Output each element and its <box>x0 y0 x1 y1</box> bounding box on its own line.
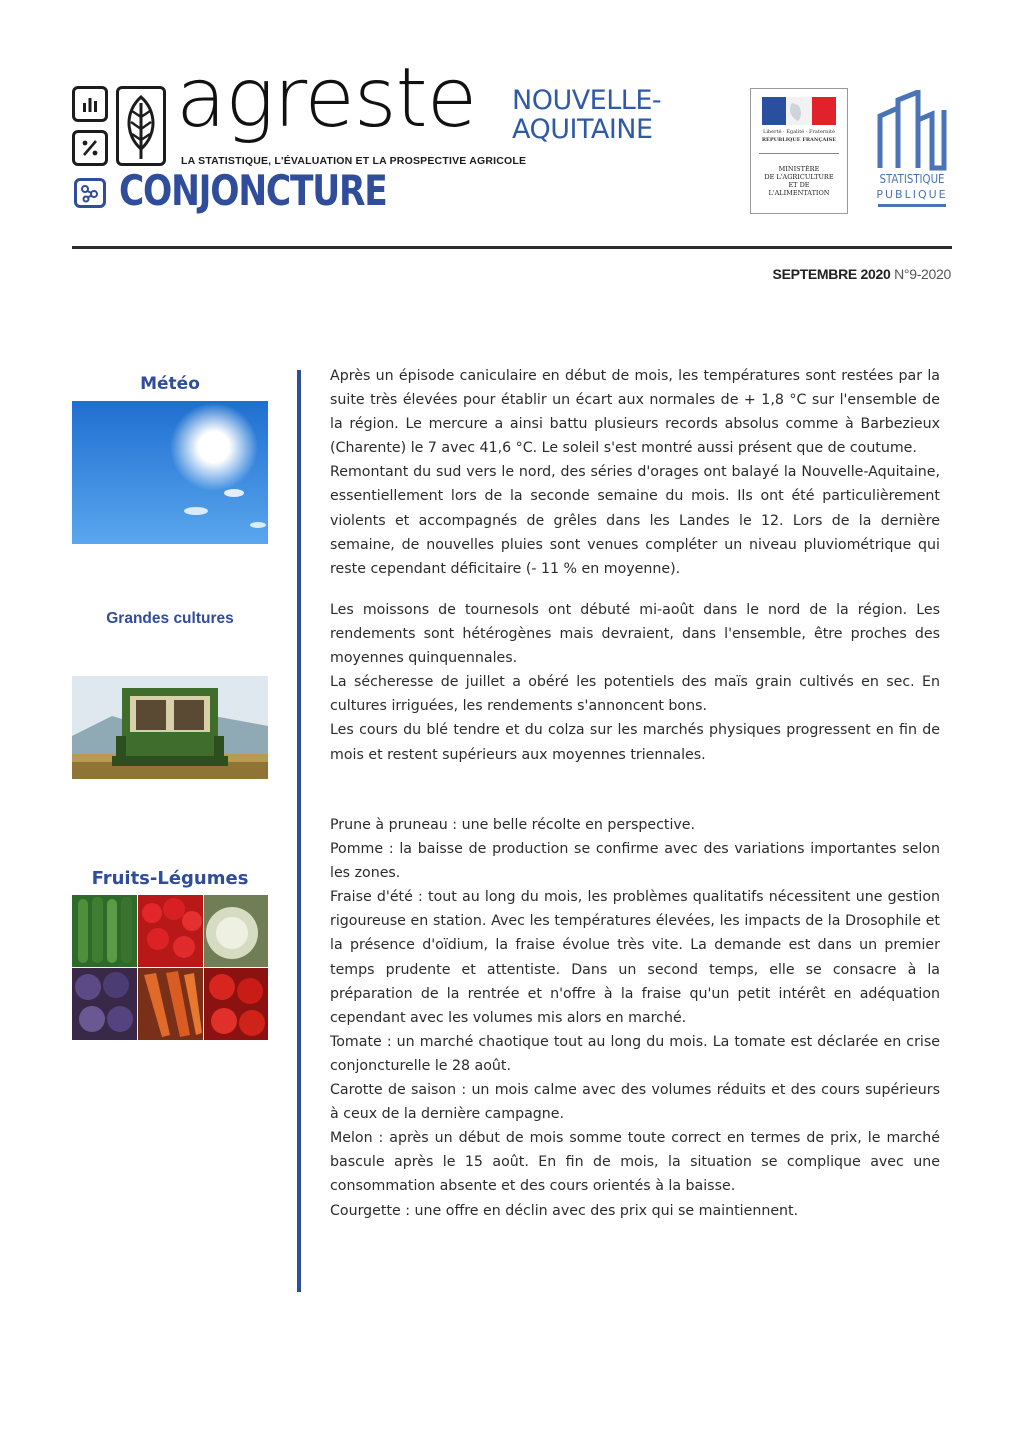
section-title-fruits-legumes: Fruits-Légumes <box>91 868 249 889</box>
content-divider <box>297 370 301 1292</box>
issue-number: N°9-2020 <box>894 266 951 282</box>
region-line-1: NOUVELLE- <box>512 85 662 116</box>
fruits-legumes-text <box>330 813 940 1223</box>
ministry-name <box>755 165 843 197</box>
statistique-publique-logo <box>870 90 954 210</box>
building-bars-icon <box>870 90 954 172</box>
republic-label: RÉPUBLIQUE FRANÇAISE <box>761 137 837 143</box>
meteo-paragraph: Après un épisode caniculaire en début de mois, les températures sont restées par la suite très élevées pour établir un écart aux normales de + 1,8 °C sur l'ensemble de la région. Le mercure a ainsi battu plusieurs records absolus comme à Barbezieux (Charente) le 7 avec 41,6 °C. Le soleil s'est montré aussi présent que de coutume. <box>330 368 940 457</box>
agreste-logo-icons <box>72 86 168 168</box>
fruits-legumes-paragraph: Carotte de saison : un mois calme avec des volumes réduits et des cours supérieurs à ceux de la dernière campagne. <box>330 1082 940 1123</box>
region-name <box>512 86 661 144</box>
region-line-2: AQUITAINE <box>512 114 653 145</box>
stat-underline <box>878 204 946 207</box>
ministry-line-4: L'ALIMENTATION <box>768 189 830 197</box>
grandes-cultures-paragraph: Les moissons de tournesols ont débuté mi-août dans le nord de la région. Les rendements sont hétérogènes mais devraient, dans l'ensemble, être proches des moyennes quinquennales. <box>330 602 940 667</box>
grandes-cultures-image <box>72 676 268 779</box>
fruits-legumes-paragraph: Tomate : un marché chaotique tout au long du mois. La tomate est déclarée en crise conjoncturelle le 28 août. <box>330 1033 940 1074</box>
issue-info <box>773 266 951 282</box>
brand-name: agreste <box>176 51 477 146</box>
fruits-legumes-paragraph: Fraise d'été : tout au long du mois, les problèmes qualitatifs nécessitent une gestion rigoureuse en station. Avec les températures élevées, les impacts de la Drosophile et la présence d'oïdium, la fraise évolue très vite. La demande est dans un premier temps prudente et attentiste. Dans un second temps, elle se consacre à la préparation de la rentrée et n'offre à la fraise qu'un petit intérêt en adéquation cependant avec les volumes mis alors en marché. <box>330 889 940 1026</box>
meteo-image <box>72 401 268 544</box>
issue-date: SEPTEMBRE 2020 <box>772 266 891 282</box>
section-title-grandes-cultures: Grandes cultures <box>106 610 234 627</box>
fruits-legumes-paragraph: Melon : après un début de mois somme toute correct en termes de prix, le marché bascule après le 15 août. En fin de mois, la situation se complique avec une consommation absente et des cours orientés à la baisse. <box>330 1130 940 1195</box>
fruits-legumes-paragraph: Courgette : une offre en déclin avec des prix qui se maintiennent. <box>330 1202 799 1219</box>
bar-chart-icon <box>72 86 108 122</box>
fruits-legumes-paragraph: Prune à pruneau : une belle récolte en perspective. <box>330 817 696 833</box>
fruits-legumes-paragraph: Pomme : la baisse de production se confirme avec des variations importantes selon les zones. <box>330 841 940 882</box>
network-icon <box>74 178 106 208</box>
ministry-line-2: DE L'AGRICULTURE <box>764 173 834 181</box>
leaf-icon <box>116 86 166 166</box>
stat-line-1: STATISTIQUE <box>879 172 945 186</box>
grandes-cultures-text <box>330 598 940 767</box>
meteo-text <box>330 364 940 581</box>
ministry-divider <box>759 153 839 154</box>
fruits-legumes-image <box>72 895 268 1040</box>
percent-icon <box>72 130 108 166</box>
ministry-line-3: ET DE <box>788 181 810 189</box>
marianne-flag-icon <box>762 97 836 125</box>
ministry-line-1: MINISTÈRE <box>778 165 820 173</box>
brand-tagline: LA STATISTIQUE, L'ÉVALUATION ET LA PROSPECTIVE AGRICOLE <box>181 155 527 167</box>
meteo-paragraph: Remontant du sud vers le nord, des séries d'orages ont balayé la Nouvelle-Aquitaine, essentiellement lors de la seconde semaine du mois. Ils ont été particulièrement violents et accompagnés de grêles dans les Landes le 12. Lors de la dernière semaine, de nouvelles pluies sont venues compléter un niveau pluviométrique qui reste cependant déficitaire (- 11 % en moyenne). <box>330 464 940 577</box>
grandes-cultures-paragraph: Les cours du blé tendre et du colza sur les marchés physiques progressent en fin de mois et restent supérieurs aux moyennes triennales. <box>330 722 940 763</box>
section-title-meteo: Météo <box>140 374 200 394</box>
publication-title: CONJONCTURE <box>119 166 387 215</box>
header-rule <box>72 246 952 249</box>
grandes-cultures-paragraph: La sécheresse de juillet a obéré les potentiels des maïs grain cultivés en sec. En cultures irriguées, les rendements s'annoncent bons. <box>330 674 940 715</box>
ministry-logo <box>750 88 848 214</box>
stat-line-2: PUBLIQUE <box>876 188 948 201</box>
ministry-motto: Liberté · Égalité · Fraternité <box>763 129 835 135</box>
